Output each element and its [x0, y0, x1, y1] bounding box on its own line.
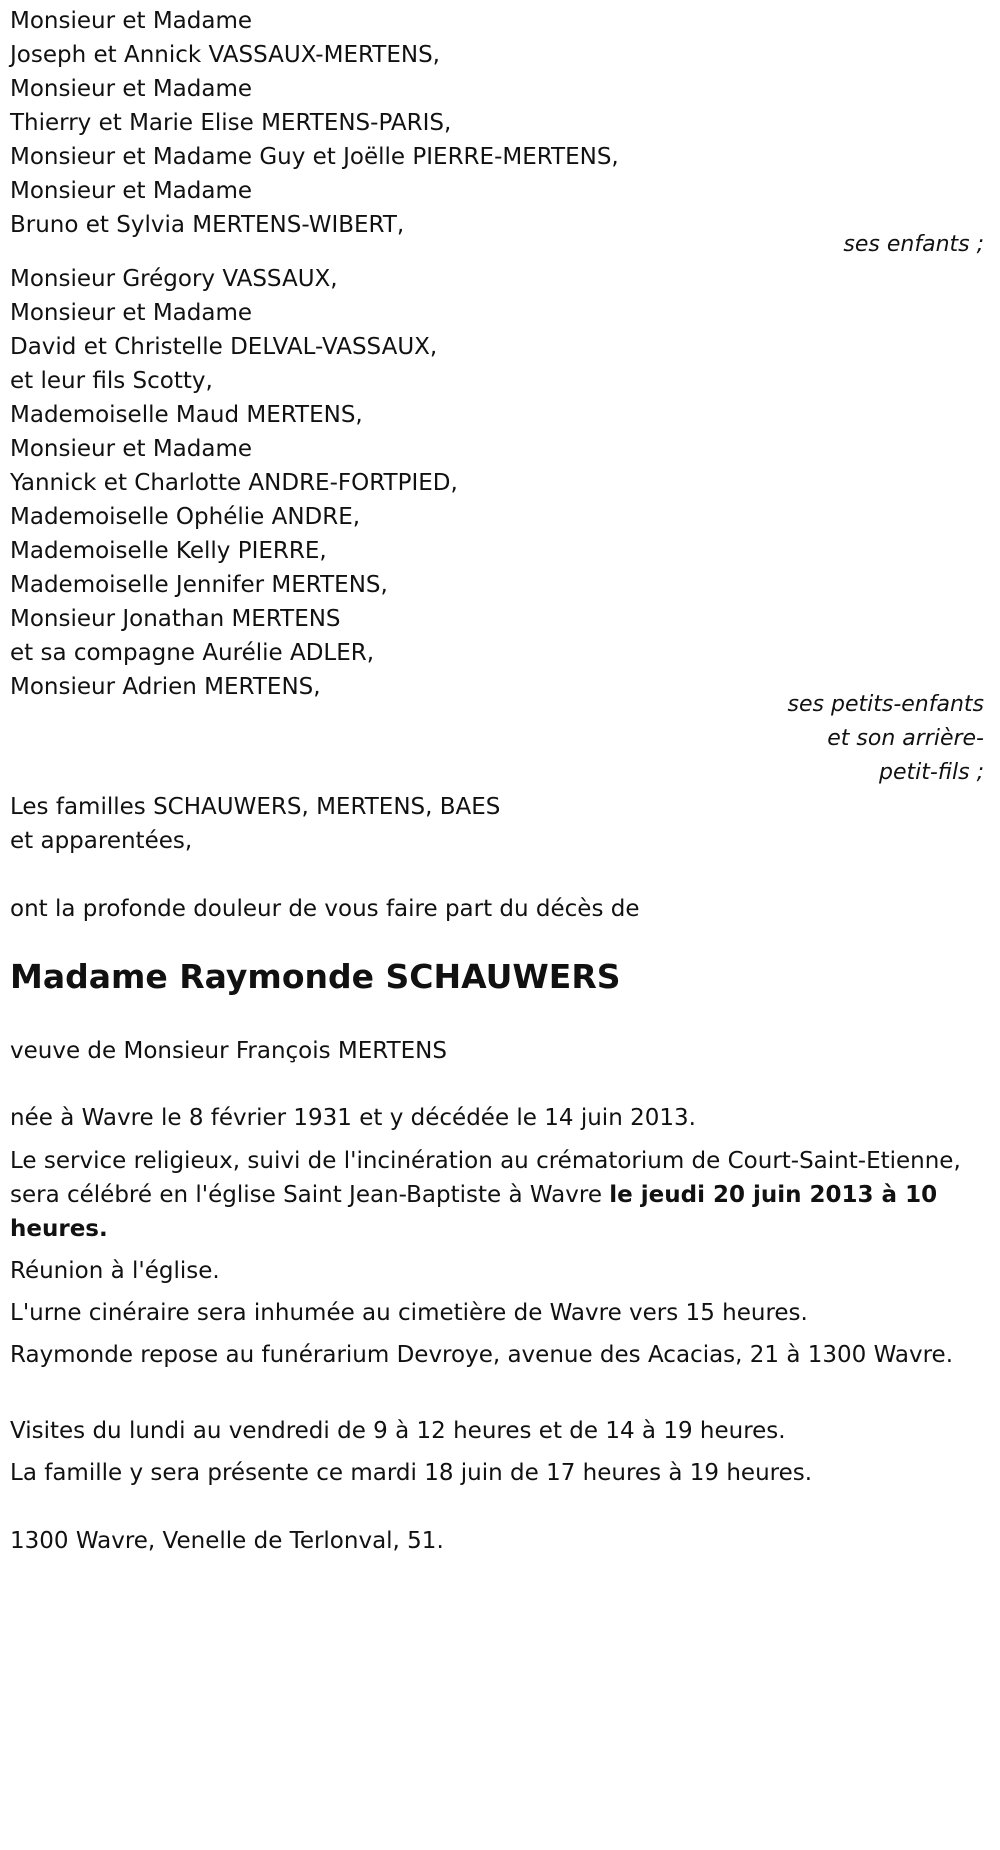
children-line: Joseph et Annick VASSAUX-MERTENS,	[10, 42, 440, 68]
families-line: Les familles SCHAUWERS, MERTENS, BAES	[10, 794, 501, 820]
grandchildren-list	[10, 262, 990, 704]
children-label: ses enfants ;	[843, 232, 984, 257]
children-line: Bruno et Sylvia MERTENS-WIBERT,	[10, 212, 405, 238]
grandchildren-line: Monsieur et Madame	[10, 436, 253, 462]
grandchildren-line: Yannick et Charlotte ANDRE-FORTPIED,	[10, 470, 458, 496]
widow-of: veuve de Monsieur François MERTENS	[10, 1038, 447, 1064]
grandchildren-line: David et Christelle DELVAL-VASSAUX,	[10, 334, 438, 360]
family-presence-info: La famille y sera présente ce mardi 18 juin de 17 heures à 19 heures.	[10, 1460, 813, 1486]
urn-info: L'urne cinéraire sera inhumée au cimetière de Wavre vers 15 heures.	[10, 1300, 808, 1326]
families-line: et apparentées,	[10, 828, 193, 854]
grandchildren-label-line: petit-fils ;	[879, 760, 984, 785]
service-date: le jeudi 20 juin 2013 à 10 heures.	[10, 1182, 938, 1242]
grandchildren-line: Mademoiselle Kelly PIERRE,	[10, 538, 327, 564]
service-paragraph	[10, 1144, 990, 1246]
grandchildren-line: Mademoiselle Jennifer MERTENS,	[10, 572, 388, 598]
service-text: Le service religieux, suivi de l'incinération au crématorium de Court-Saint-Etienne, sera célébré en l'église Saint Jean-Baptiste à Wavre	[10, 1148, 961, 1208]
funeral-home-info: Raymonde repose au funérarium Devroye, avenue des Acacias, 21 à 1300 Wavre.	[10, 1342, 953, 1368]
grandchildren-line: et sa compagne Aurélie ADLER,	[10, 640, 375, 666]
children-line: Monsieur et Madame	[10, 178, 253, 204]
children-line: Monsieur et Madame	[10, 8, 253, 34]
address: 1300 Wavre, Venelle de Terlonval, 51.	[10, 1528, 444, 1554]
deceased-name: Madame Raymonde SCHAUWERS	[10, 957, 621, 996]
grandchildren-label	[788, 688, 984, 790]
grandchildren-line: Monsieur et Madame	[10, 300, 253, 326]
birth-death: née à Wavre le 8 février 1931 et y décédée le 14 juin 2013.	[10, 1105, 696, 1131]
children-line: Monsieur et Madame Guy et Joëlle PIERRE-MERTENS,	[10, 144, 619, 170]
children-line: Monsieur et Madame	[10, 76, 253, 102]
families-block	[10, 790, 990, 858]
grandchildren-line: Monsieur Grégory VASSAUX,	[10, 266, 338, 292]
grandchildren-label-line: ses petits-enfants	[787, 692, 984, 717]
grandchildren-line: et leur fils Scotty,	[10, 368, 213, 394]
announcement: ont la profonde douleur de vous faire part du décès de	[10, 896, 640, 922]
grandchildren-label-line: et son arrière-	[827, 726, 984, 751]
meeting-info: Réunion à l'église.	[10, 1258, 220, 1284]
grandchildren-line: Mademoiselle Ophélie ANDRE,	[10, 504, 361, 530]
grandchildren-line: Monsieur Jonathan MERTENS	[10, 606, 341, 632]
grandchildren-line: Monsieur Adrien MERTENS,	[10, 674, 321, 700]
grandchildren-line: Mademoiselle Maud MERTENS,	[10, 402, 363, 428]
visits-info: Visites du lundi au vendredi de 9 à 12 heures et de 14 à 19 heures.	[10, 1418, 786, 1444]
children-list	[10, 4, 990, 242]
children-line: Thierry et Marie Elise MERTENS-PARIS,	[10, 110, 452, 136]
